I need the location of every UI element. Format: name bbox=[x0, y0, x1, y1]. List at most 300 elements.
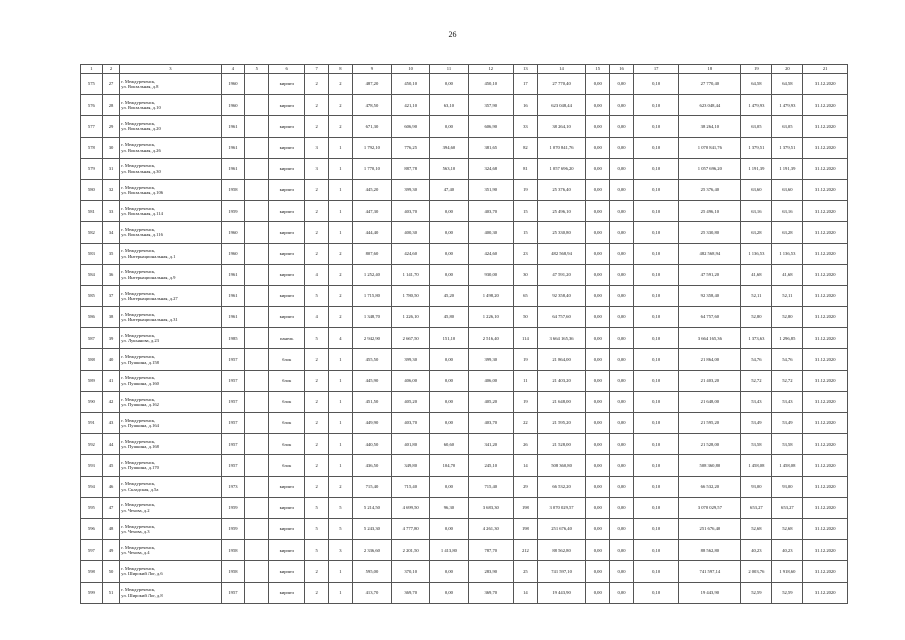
column-number-cell: 14 bbox=[537, 65, 586, 74]
table-cell: 5 bbox=[305, 540, 329, 561]
table-cell: 93,00 bbox=[741, 476, 772, 497]
table-cell: 1 252,40 bbox=[352, 264, 391, 285]
table-cell: 63,28 bbox=[772, 222, 803, 243]
address-cell bbox=[120, 518, 221, 539]
table-cell: 595 bbox=[81, 497, 103, 518]
table-cell: 1958 bbox=[221, 179, 245, 200]
table-cell: 41 bbox=[102, 370, 120, 391]
table-cell: 508 360,80 bbox=[537, 455, 586, 476]
table-cell: 2 bbox=[329, 95, 353, 116]
table-cell: 198 bbox=[514, 497, 538, 518]
table-cell: 1 bbox=[329, 137, 353, 158]
table-cell: 482 568,94 bbox=[679, 243, 741, 264]
table-cell: 46 bbox=[102, 476, 120, 497]
table-cell: 1 191,39 bbox=[772, 158, 803, 179]
table-cell: 1 bbox=[329, 561, 353, 582]
table-cell: 0,10 bbox=[633, 582, 678, 603]
table-cell: 587 bbox=[81, 328, 103, 349]
table-cell: 584 bbox=[81, 264, 103, 285]
table-cell: 5 bbox=[329, 497, 353, 518]
table-cell: 151,10 bbox=[430, 328, 468, 349]
table-cell: 508 360,80 bbox=[679, 455, 741, 476]
table-cell: 27 770,40 bbox=[679, 74, 741, 95]
table-cell: 52,59 bbox=[772, 582, 803, 603]
table-cell: 0,10 bbox=[633, 391, 678, 412]
table-cell: 92 358,40 bbox=[537, 285, 586, 306]
table-cell: 1 226,10 bbox=[392, 307, 430, 328]
table-row bbox=[81, 540, 848, 561]
column-number-cell: 1 bbox=[81, 65, 103, 74]
table-cell: 776,25 bbox=[392, 137, 430, 158]
table-cell: 1958 bbox=[221, 561, 245, 582]
table-cell: кирпич bbox=[269, 137, 305, 158]
table-cell: 1 bbox=[329, 582, 353, 603]
address-cell bbox=[120, 349, 221, 370]
table-cell: 0,00 bbox=[430, 370, 468, 391]
table-cell: 370,10 bbox=[392, 561, 430, 582]
table-cell: 1 136,53 bbox=[741, 243, 772, 264]
address-cell bbox=[120, 179, 221, 200]
address-city: г. Междуреченск, bbox=[121, 99, 156, 105]
table-cell: 40,23 bbox=[741, 540, 772, 561]
table-cell: 4 699,50 bbox=[392, 497, 430, 518]
address-city: г. Междуреченск, bbox=[121, 78, 156, 84]
table-cell bbox=[245, 158, 269, 179]
table-cell: 401,80 bbox=[392, 434, 430, 455]
table-cell: 444,40 bbox=[352, 222, 391, 243]
table-cell: 1960 bbox=[221, 222, 245, 243]
table-cell bbox=[245, 497, 269, 518]
table-cell: 51 bbox=[102, 582, 120, 603]
table-cell: 0,10 bbox=[633, 137, 678, 158]
table-cell: 406,00 bbox=[392, 370, 430, 391]
table-cell: 52,72 bbox=[741, 370, 772, 391]
table-cell: 31.12.2020 bbox=[803, 391, 848, 412]
table-cell: 1 bbox=[329, 179, 353, 200]
table-row bbox=[81, 222, 848, 243]
table-cell: 0,00 bbox=[586, 307, 610, 328]
column-number-row bbox=[81, 65, 848, 74]
table-cell: 16 bbox=[514, 95, 538, 116]
table-cell: кирпич bbox=[269, 582, 305, 603]
table-cell: 1 918,60 bbox=[772, 561, 803, 582]
address-cell bbox=[120, 476, 221, 497]
table-cell: 47,40 bbox=[430, 179, 468, 200]
table-cell: 0,00 bbox=[610, 222, 634, 243]
table-cell: 0,00 bbox=[610, 116, 634, 137]
table-cell: 599 bbox=[81, 582, 103, 603]
table-cell: 623 048,44 bbox=[679, 95, 741, 116]
table-cell: 2 bbox=[305, 476, 329, 497]
table-row bbox=[81, 391, 848, 412]
table-cell: 5 bbox=[329, 518, 353, 539]
table-cell: 403,70 bbox=[392, 413, 430, 434]
table-cell: 0,00 bbox=[586, 413, 610, 434]
table-cell: 45,20 bbox=[430, 285, 468, 306]
address-street: ул. Пушкина, д.170 bbox=[121, 465, 159, 471]
table-row bbox=[81, 455, 848, 476]
table-cell: 30 bbox=[102, 137, 120, 158]
table-cell: 63,05 bbox=[772, 116, 803, 137]
table-cell: блок bbox=[269, 434, 305, 455]
table-cell: 381,65 bbox=[468, 137, 513, 158]
table-cell: 2 bbox=[305, 582, 329, 603]
table-cell: 0,00 bbox=[586, 137, 610, 158]
table-row bbox=[81, 158, 848, 179]
address-cell bbox=[120, 285, 221, 306]
table-cell: 64 757,60 bbox=[537, 307, 586, 328]
table-cell: 1 413,80 bbox=[430, 540, 468, 561]
table-cell bbox=[245, 307, 269, 328]
table-cell: 53,49 bbox=[741, 413, 772, 434]
address-street: ул. Интернациональная, д.1 bbox=[121, 253, 176, 259]
table-cell: 0,10 bbox=[633, 264, 678, 285]
table-cell: 88 562,80 bbox=[679, 540, 741, 561]
table-cell: 324,68 bbox=[468, 158, 513, 179]
table-cell: 53,58 bbox=[772, 434, 803, 455]
table-cell: 1 bbox=[329, 413, 353, 434]
address-street: ул. Вокзальная, д.106 bbox=[121, 190, 164, 196]
table-cell: 0,00 bbox=[430, 74, 468, 95]
column-number-cell: 3 bbox=[120, 65, 221, 74]
table-cell: 15 bbox=[514, 201, 538, 222]
table-cell: 5 bbox=[305, 518, 329, 539]
table-cell: 0,00 bbox=[610, 434, 634, 455]
table-cell: кирпич bbox=[269, 518, 305, 539]
table-cell: 21 528,00 bbox=[537, 434, 586, 455]
table-cell: 1 379,51 bbox=[772, 137, 803, 158]
table-cell: 1961 bbox=[221, 137, 245, 158]
table-cell: кирпич bbox=[269, 497, 305, 518]
table-cell: 1 bbox=[329, 201, 353, 222]
table-cell: 0,00 bbox=[586, 328, 610, 349]
table-cell: 575 bbox=[81, 74, 103, 95]
table-cell: 1 479,93 bbox=[741, 95, 772, 116]
column-number-cell: 9 bbox=[352, 65, 391, 74]
table-cell: 421,10 bbox=[392, 95, 430, 116]
table-cell: 2 bbox=[305, 116, 329, 137]
table-cell: 0,00 bbox=[610, 518, 634, 539]
table-cell: 715,40 bbox=[468, 476, 513, 497]
table-cell: 31.12.2020 bbox=[803, 561, 848, 582]
address-street: ул. Чехова, д.2 bbox=[121, 507, 150, 513]
table-cell: 1 498,20 bbox=[468, 285, 513, 306]
table-cell: 41,68 bbox=[772, 264, 803, 285]
table-cell: 50 bbox=[102, 561, 120, 582]
table-cell: 2 bbox=[329, 264, 353, 285]
table-cell: 0,00 bbox=[586, 497, 610, 518]
table-cell: 27 bbox=[102, 74, 120, 95]
table-cell: 0,00 bbox=[610, 328, 634, 349]
table-cell: 104,70 bbox=[430, 455, 468, 476]
table-cell: 0,00 bbox=[430, 413, 468, 434]
table-cell: 445,20 bbox=[352, 179, 391, 200]
table-cell: 48 bbox=[102, 518, 120, 539]
table-row bbox=[81, 264, 848, 285]
table-cell: 450,10 bbox=[468, 74, 513, 95]
table-cell: 0,10 bbox=[633, 328, 678, 349]
table-cell: 593 bbox=[81, 455, 103, 476]
table-cell: 399,30 bbox=[392, 349, 430, 370]
table-row bbox=[81, 518, 848, 539]
table-cell: 1 136,53 bbox=[772, 243, 803, 264]
table-cell bbox=[245, 349, 269, 370]
table-cell: 4 261,30 bbox=[468, 518, 513, 539]
table-cell bbox=[245, 137, 269, 158]
table-cell: 357,90 bbox=[468, 95, 513, 116]
address-cell bbox=[120, 328, 221, 349]
table-cell: 787,70 bbox=[468, 540, 513, 561]
table-row bbox=[81, 137, 848, 158]
address-street: ул. Пушкина, д.168 bbox=[121, 444, 159, 450]
table-cell: 31.12.2020 bbox=[803, 582, 848, 603]
table-cell: 0,10 bbox=[633, 285, 678, 306]
table-cell: 31.12.2020 bbox=[803, 95, 848, 116]
column-number-cell: 10 bbox=[392, 65, 430, 74]
table-cell bbox=[245, 116, 269, 137]
address-city: г. Междуреченск, bbox=[121, 142, 156, 148]
table-cell: 114 bbox=[514, 328, 538, 349]
table-cell: панель bbox=[269, 328, 305, 349]
table-cell: 63,10 bbox=[430, 95, 468, 116]
table-cell: 0,00 bbox=[430, 349, 468, 370]
table-cell: 1 458,08 bbox=[741, 455, 772, 476]
table-cell: 1961 bbox=[221, 158, 245, 179]
table-cell: 1957 bbox=[221, 413, 245, 434]
table-cell: 0,00 bbox=[586, 264, 610, 285]
table-cell: 3 683,30 bbox=[468, 497, 513, 518]
table-cell: 42 bbox=[102, 391, 120, 412]
table-cell: 0,10 bbox=[633, 95, 678, 116]
table-cell: 0,00 bbox=[430, 476, 468, 497]
table-cell: 0,00 bbox=[430, 222, 468, 243]
table-cell: 1 792,10 bbox=[352, 137, 391, 158]
table-cell: 1961 bbox=[221, 307, 245, 328]
table-cell: 41,68 bbox=[741, 264, 772, 285]
table-cell: 0,10 bbox=[633, 455, 678, 476]
table-cell: 1961 bbox=[221, 116, 245, 137]
table-cell: 478,50 bbox=[352, 95, 391, 116]
table-cell bbox=[245, 582, 269, 603]
table-cell: 2 bbox=[305, 201, 329, 222]
table-cell: 436,50 bbox=[352, 455, 391, 476]
table-cell: 31.12.2020 bbox=[803, 201, 848, 222]
table-row bbox=[81, 582, 848, 603]
table-cell: 92 358,40 bbox=[679, 285, 741, 306]
table-cell: 52,68 bbox=[772, 518, 803, 539]
table-cell: 31.12.2020 bbox=[803, 518, 848, 539]
column-number-cell: 15 bbox=[586, 65, 610, 74]
table-cell: 21 648,00 bbox=[679, 391, 741, 412]
table-cell: 88 562,80 bbox=[537, 540, 586, 561]
table-cell: 0,10 bbox=[633, 370, 678, 391]
table-cell: 31 bbox=[102, 158, 120, 179]
table-cell: 5 243,30 bbox=[352, 518, 391, 539]
table-cell: 31.12.2020 bbox=[803, 222, 848, 243]
table-cell: 0,10 bbox=[633, 74, 678, 95]
table-row bbox=[81, 413, 848, 434]
table-cell: 31.12.2020 bbox=[803, 476, 848, 497]
table-cell: 413,70 bbox=[352, 582, 391, 603]
table-cell: 0,10 bbox=[633, 518, 678, 539]
address-cell bbox=[120, 307, 221, 328]
table-cell: 21 528,00 bbox=[679, 434, 741, 455]
table-cell: 3 664 165,36 bbox=[679, 328, 741, 349]
table-cell: 0,00 bbox=[586, 158, 610, 179]
table-cell: 28 bbox=[102, 95, 120, 116]
table-cell: 1 348,70 bbox=[352, 307, 391, 328]
table-cell: 807,60 bbox=[352, 243, 391, 264]
table-cell: 31.12.2020 bbox=[803, 179, 848, 200]
table-cell: 66 532,20 bbox=[679, 476, 741, 497]
address-city: г. Междуреченск, bbox=[121, 502, 156, 508]
table-cell bbox=[245, 285, 269, 306]
column-number-cell: 11 bbox=[430, 65, 468, 74]
table-cell: 487,20 bbox=[352, 74, 391, 95]
address-city: г. Междуреченск, bbox=[121, 248, 156, 254]
table-cell: 63,05 bbox=[741, 116, 772, 137]
table-cell: 63,16 bbox=[772, 201, 803, 222]
table-cell: 31.12.2020 bbox=[803, 243, 848, 264]
table-cell: 25 330,80 bbox=[679, 222, 741, 243]
table-cell bbox=[245, 95, 269, 116]
table-cell: кирпич bbox=[269, 179, 305, 200]
address-city: г. Междуреченск, bbox=[121, 121, 156, 127]
table-cell: 583 bbox=[81, 243, 103, 264]
table-cell: 27 770,40 bbox=[537, 74, 586, 95]
table-cell: 31.12.2020 bbox=[803, 307, 848, 328]
table-cell: 0,10 bbox=[633, 349, 678, 370]
table-cell: 930,00 bbox=[468, 264, 513, 285]
table-cell: кирпич bbox=[269, 285, 305, 306]
table-cell: 5 bbox=[305, 285, 329, 306]
table-cell: 60,60 bbox=[430, 434, 468, 455]
address-street: ул. Пушкина, д.164 bbox=[121, 423, 159, 429]
table-cell: 36 bbox=[102, 264, 120, 285]
table-cell: 1985 bbox=[221, 328, 245, 349]
table-cell: 2 942,90 bbox=[352, 328, 391, 349]
table-cell: 0,00 bbox=[610, 95, 634, 116]
table-cell: 597 bbox=[81, 540, 103, 561]
table-cell bbox=[245, 391, 269, 412]
table-cell: 591 bbox=[81, 413, 103, 434]
table-cell: 25 496,10 bbox=[537, 201, 586, 222]
table-cell: 0,00 bbox=[610, 455, 634, 476]
address-cell bbox=[120, 370, 221, 391]
table-cell: 33 bbox=[514, 116, 538, 137]
column-number-cell: 17 bbox=[633, 65, 678, 74]
address-street: ул. Чехова, д.4 bbox=[121, 550, 150, 556]
table-cell: 1957 bbox=[221, 391, 245, 412]
address-city: г. Междуреченск, bbox=[121, 481, 156, 487]
table-cell: 1 715,80 bbox=[352, 285, 391, 306]
table-cell: 52,68 bbox=[741, 518, 772, 539]
table-cell: 1 458,08 bbox=[772, 455, 803, 476]
table-cell: 29 bbox=[102, 116, 120, 137]
table-cell: 0,10 bbox=[633, 243, 678, 264]
table-cell: 405,20 bbox=[468, 391, 513, 412]
table-cell: 3 bbox=[305, 137, 329, 158]
address-street: ул. Складская, д.5а bbox=[121, 486, 159, 492]
table-cell: 15 bbox=[514, 222, 538, 243]
table-cell: 2 bbox=[305, 95, 329, 116]
table-cell: 2 bbox=[305, 179, 329, 200]
table-cell: 2 bbox=[305, 455, 329, 476]
table-cell: 0,00 bbox=[610, 349, 634, 370]
table-cell: 52,80 bbox=[741, 307, 772, 328]
table-cell: 21 864,00 bbox=[537, 349, 586, 370]
table-cell: 0,00 bbox=[610, 582, 634, 603]
column-number-cell: 12 bbox=[468, 65, 513, 74]
table-cell: 0,10 bbox=[633, 561, 678, 582]
table-cell: 1 bbox=[329, 391, 353, 412]
table-cell: 52,80 bbox=[772, 307, 803, 328]
table-cell: 22 bbox=[514, 413, 538, 434]
table-cell: 251 676,40 bbox=[537, 518, 586, 539]
column-number-cell: 20 bbox=[772, 65, 803, 74]
table-cell bbox=[245, 455, 269, 476]
column-number-cell: 18 bbox=[679, 65, 741, 74]
table-cell: 2 003,76 bbox=[741, 561, 772, 582]
address-street: ул. Вокзальная, д.10 bbox=[121, 105, 161, 111]
table-cell: 38 264,10 bbox=[679, 116, 741, 137]
table-cell: 0,00 bbox=[610, 158, 634, 179]
table-cell bbox=[245, 74, 269, 95]
table-cell: 31.12.2020 bbox=[803, 413, 848, 434]
column-number-cell: 13 bbox=[514, 65, 538, 74]
table-cell: 2 bbox=[329, 285, 353, 306]
table-cell: 53,43 bbox=[772, 391, 803, 412]
table-cell: 21 864,00 bbox=[679, 349, 741, 370]
table-cell: 2 bbox=[329, 243, 353, 264]
table-cell: 0,00 bbox=[610, 497, 634, 518]
table-cell: 53,49 bbox=[772, 413, 803, 434]
table-cell: блок bbox=[269, 391, 305, 412]
address-cell bbox=[120, 540, 221, 561]
table-cell: 63,60 bbox=[772, 179, 803, 200]
table-cell: 399,30 bbox=[392, 179, 430, 200]
address-cell bbox=[120, 116, 221, 137]
table-cell: 31.12.2020 bbox=[803, 370, 848, 391]
table-cell: 47 591,20 bbox=[679, 264, 741, 285]
table-row bbox=[81, 307, 848, 328]
table-cell: 2 bbox=[305, 370, 329, 391]
table-cell: 0,10 bbox=[633, 540, 678, 561]
table-cell: 19 bbox=[514, 391, 538, 412]
table-cell: 0,10 bbox=[633, 158, 678, 179]
table-cell: 0,00 bbox=[430, 264, 468, 285]
table-row bbox=[81, 243, 848, 264]
table-cell: 1 141,70 bbox=[392, 264, 430, 285]
column-number-cell: 2 bbox=[102, 65, 120, 74]
table-cell: 0,00 bbox=[586, 370, 610, 391]
table-cell: 1 057 696,20 bbox=[537, 158, 586, 179]
table-cell: 1 770,10 bbox=[352, 158, 391, 179]
column-number-cell: 16 bbox=[610, 65, 634, 74]
table-cell: 0,00 bbox=[430, 243, 468, 264]
table-cell: 0,00 bbox=[586, 243, 610, 264]
address-city: г. Междуреченск, bbox=[121, 290, 156, 296]
table-cell: 0,00 bbox=[430, 582, 468, 603]
table-cell: 0,10 bbox=[633, 201, 678, 222]
table-cell: 1957 bbox=[221, 455, 245, 476]
table-cell: 2 bbox=[305, 243, 329, 264]
table-row bbox=[81, 95, 848, 116]
address-city: г. Междуреченск, bbox=[121, 354, 156, 360]
table-cell: 579 bbox=[81, 158, 103, 179]
table-cell: 0,00 bbox=[610, 391, 634, 412]
table-cell: 17 bbox=[514, 74, 538, 95]
